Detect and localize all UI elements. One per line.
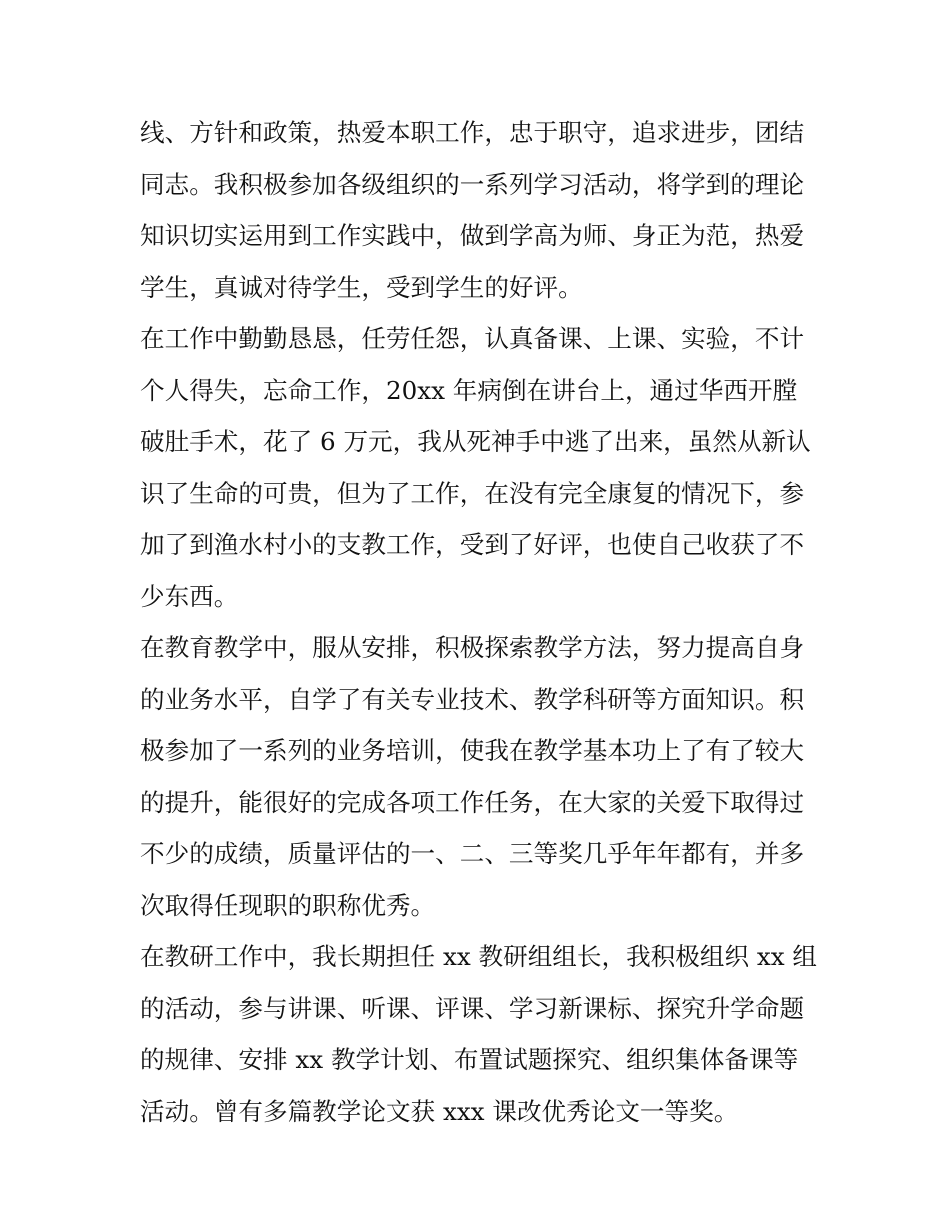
text-line: 个人得失，忘命工作，20xx 年病倒在讲台上，通过华西开膛 — [140, 375, 798, 405]
text-line: 活动。曾有多篇教学论文获 xxx 课改优秀论文一等奖。 — [140, 1096, 739, 1126]
text-line: 识了生命的可贵，但为了工作，在没有完全康复的情况下，参 — [140, 478, 805, 508]
text-line: 的规律、安排 xx 教学计划、布置试题探究、组织集体备课等 — [140, 1045, 799, 1074]
text-line: 学生，真诚对待学生，受到学生的好评。 — [140, 272, 583, 302]
text-line: 在教研工作中，我长期担任 xx 教研组组长，我积极组织 xx 组 — [140, 942, 818, 971]
text-line: 的提升，能很好的完成各项工作任务，在大家的关爱下取得过 — [140, 787, 805, 817]
text-line: 不少的成绩，质量评估的一、二、三等奖几乎年年都有，并多 — [140, 839, 805, 868]
text-line: 加了到渔水村小的支教工作，受到了好评，也使自己收获了不 — [140, 530, 805, 559]
text-line: 的业务水平，自学了有关专业技术、教学科研等方面知识。积 — [140, 684, 805, 714]
text-line: 在教育教学中，服从安排，积极探索教学方法，努力提高自身 — [140, 633, 805, 662]
text-line: 少东西。 — [140, 581, 239, 611]
document-body — [140, 107, 818, 1137]
text-line: 极参加了一系列的业务培训，使我在教学基本功上了有了较大 — [140, 736, 805, 765]
text-line: 知识切实运用到工作实践中，做到学高为师、身正为范，热爱 — [140, 221, 805, 250]
text-line: 破肚手术，花了 6 万元，我从死神手中逃了出来，虽然从新认 — [140, 427, 811, 456]
text-line: 在工作中勤勤恳恳，任劳任怨，认真备课、上课、实验，不计 — [140, 324, 805, 353]
text-line: 线、方针和政策，热爱本职工作，忠于职守，追求进步，团结 — [140, 118, 805, 147]
text-line: 次取得任现职的职称优秀。 — [140, 890, 436, 920]
text-line: 同志。我积极参加各级组织的一系列学习活动，将学到的理论 — [140, 169, 805, 199]
text-line: 的活动，参与讲课、听课、评课、学习新课标、探究升学命题 — [140, 993, 805, 1023]
